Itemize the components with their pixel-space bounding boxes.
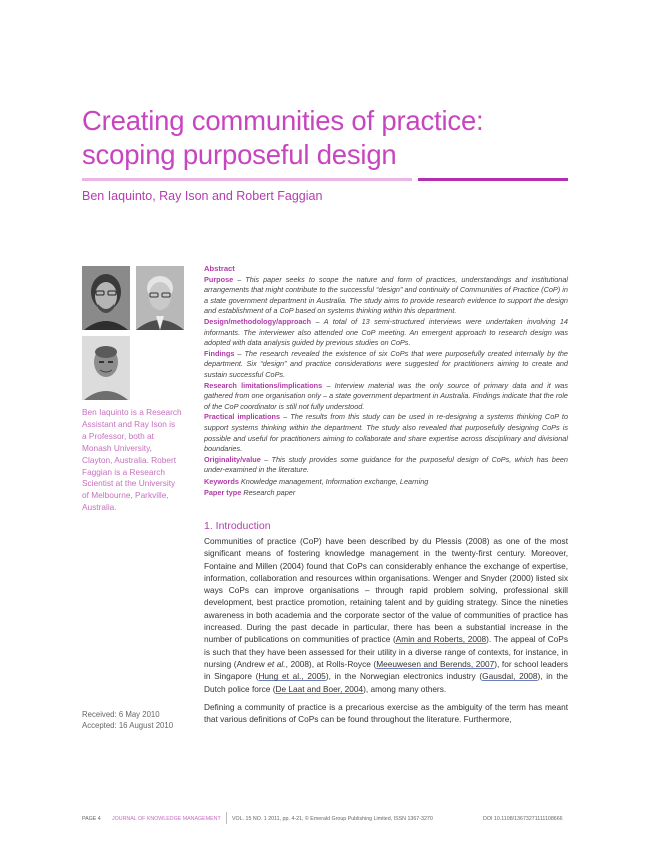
intro-text: , 2008), at Rolls-Royce ( [285, 658, 377, 669]
intro-text: ), in the Dutch police force ( [204, 671, 568, 694]
limitations-label: Research limitations/implications [204, 380, 323, 390]
intro-text: ), in the Norwegian electronics industry ( [325, 671, 483, 682]
abstract-heading: Abstract [204, 264, 235, 273]
footer-journal: JOURNAL OF KNOWLEDGE MANAGEMENT [112, 816, 221, 822]
citation-link[interactable]: Gausdal, 2008 [482, 671, 538, 682]
footer-page: PAGE 4 [82, 816, 101, 822]
practical-label: Practical implications [204, 412, 281, 422]
keywords-label: Keywords [204, 476, 239, 486]
abstract-originality [204, 455, 568, 476]
method-label: Design/methodology/approach [204, 316, 312, 326]
abstract-paper-type [204, 488, 568, 499]
author-bio: Ben Iaquinto is a Research Assistant and Ray Ison is a Professor, both at Monash University, Clayton, Australia. Robert Faggian is a Research Scientist at the University of Melbourne, Parkville, Australia. [82, 407, 182, 513]
intro-text: ). The appeal of CoPs is such that they have been assessed for their utility in a diverse range of contexts, for instance, in nursing (Andrew [204, 634, 568, 669]
abstract-keywords [204, 477, 568, 488]
abstract-purpose [204, 275, 568, 317]
title-line-2: scoping purposeful design [82, 139, 397, 170]
abstract-method [204, 317, 568, 349]
intro-text: ), among many others. [363, 683, 447, 694]
authors: Ben Iaquinto, Ray Ison and Robert Faggian [82, 189, 323, 203]
paper-type-label: Paper type [204, 488, 242, 498]
footer-doi: DOI 10.1108/13673271111108666 [483, 816, 563, 822]
limitations-text: – Interview material was the only source of primary data and it was gathered from one organisation only – a state government department in Australia. Findings indicate that the role of the CoP coordinator is still not fully understood. [204, 380, 568, 411]
citation-link[interactable]: De Laat and Boer, 2004 [275, 683, 364, 694]
intro-paragraph-1 [204, 535, 568, 695]
accepted-date: Accepted: 16 August 2010 [82, 720, 174, 730]
section-heading-introduction: 1. Introduction [204, 520, 271, 532]
article-dates [82, 710, 173, 731]
title-line-1: Creating communities of practice: [82, 105, 484, 136]
findings-label: Findings [204, 348, 235, 358]
originality-label: Originality/value [204, 454, 261, 464]
intro-text: ), for school leaders in Singapore ( [204, 658, 568, 682]
keywords-text: Knowledge management, Information exchange, Learning [238, 476, 429, 486]
author-photo-iaquinto [82, 266, 130, 330]
title-rule-light [82, 178, 412, 181]
originality-text: – This study provides some guidance for the purposeful design of CoPs, which has been under-examined in the literature. [204, 454, 568, 475]
received-date: Received: 6 May 2010 [82, 710, 160, 719]
abstract-limitations [204, 381, 568, 413]
abstract [204, 264, 568, 499]
intro-paragraph-2: Defining a community of practice is a precarious exercise as the ambiguity of the term has meant that various definitions of CoPs can be found throughout the literature. Furthermore, [204, 701, 568, 725]
citation-link[interactable]: Hung et al., 2005 [258, 671, 326, 682]
paper-type-text: Research paper [241, 488, 296, 498]
abstract-practical [204, 412, 568, 454]
citation-link[interactable]: Amin and Roberts, 2008 [395, 634, 487, 645]
introduction-body [204, 535, 568, 731]
method-text: – A total of 13 semi-structured interviews were undertaken involving 14 informants. The interviewer also attended one CoP meeting. An emergent approach to research design was adopted with data analysis guided by previous studies on CoPs. [204, 316, 568, 348]
intro-text: Communities of practice (CoP) have been described by du Plessis (2008) as one of the most significant means of fostering knowledge management in the twenty-first century. Moreover, Fontaine and Millen (2004) found that CoPs can considerably enhance the exchange of expertise, information, collaboration and resources within organisations. Wenger and Snyder (2000) listed six ways CoPs can improve organisations – through rapid problem solving, professional skill development, best practice promotion, retaining talent and by guiding strategy. Since the nineties awareness in both academia and the corporate sector of the value of communities of practice has increased. During the past decade in particular, there has been a substantial increase in the number of publications on communities of practice ( [204, 536, 568, 645]
intro-text: et al. [267, 658, 286, 669]
footer-volume: VOL. 15 NO. 1 2011, pp. 4-21, © Emerald Group Publishing Limited, ISSN 1367-3270 [232, 816, 433, 822]
purpose-label: Purpose [204, 274, 234, 284]
footer-divider [226, 812, 227, 824]
abstract-findings [204, 349, 568, 381]
title-rule-dark [418, 178, 568, 181]
practical-text: – The results from this study can be used in re-designing a systems thinking CoP to support systems thinking within the department. The study also revealed that purposefully designing CoPs is possible and useful for practitioners aiming to collaborate and share expertise across disciplinary and divisional boundaries. [204, 412, 568, 454]
author-photo-faggian [82, 336, 130, 400]
purpose-text: – This paper seeks to scope the nature and form of practices, understandings and institutional arrangements that might contribute to the successful “design” and continuity of Communities of Practice (CoP) in a state government department in Australia. The study aims to provide research evidence to support the design and establishment of a CoP based on systems thinking within this department. [204, 274, 568, 316]
article-title [82, 104, 602, 172]
citation-link[interactable]: Meeuwesen and Berends, 2007 [376, 658, 495, 669]
author-photo-ison [136, 266, 184, 330]
findings-text: – The research revealed the existence of six CoPs that were purposefully created internally by the department. Six “design” and practice considerations were suggested for practitioners aiming to create and sustain successful CoPs. [204, 348, 568, 379]
